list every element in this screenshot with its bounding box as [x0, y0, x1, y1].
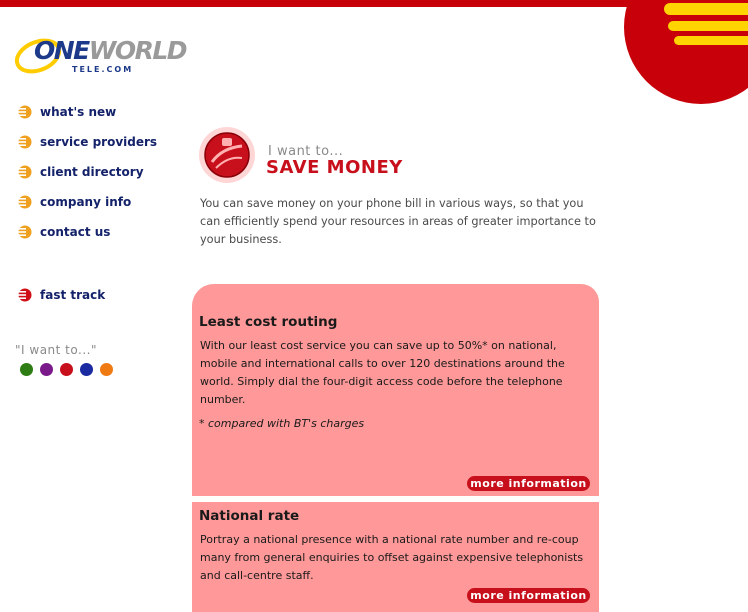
color-dot-orange[interactable]	[100, 363, 113, 376]
orange-ball-icon	[18, 135, 32, 149]
more-information-button[interactable]: more information	[467, 476, 590, 491]
nav-label: client directory	[40, 165, 144, 179]
i-want-to-heading: I want to...	[268, 144, 344, 159]
nav-label: company info	[40, 195, 132, 209]
i-want-to-label: "I want to..."	[15, 343, 97, 357]
panel-title: National rate	[199, 508, 300, 524]
page-title: SAVE MONEY	[266, 157, 403, 178]
sun-graphic	[624, 0, 748, 104]
red-ball-icon	[18, 288, 32, 302]
panel-title: Least cost routing	[199, 314, 338, 330]
panel-footnote: * compared with BT's charges	[199, 417, 365, 430]
orange-ball-icon	[18, 105, 32, 119]
nav-label: contact us	[40, 225, 111, 239]
panel-body: With our least cost service you can save up to 50%* on national, mobile and international calls to over 120 destinations around the world. Simply dial the four-digit access code before the telephone number.	[200, 339, 565, 406]
save-money-icon	[198, 126, 256, 184]
logo-one: ONE	[34, 36, 89, 65]
logo-world: WORLD	[88, 36, 187, 65]
intro-text: You can save money on your phone bill in various ways, so that you can efficiently spend your resources in areas of greater importance to your business.	[200, 197, 596, 246]
orange-ball-icon	[18, 195, 32, 209]
nav-label: fast track	[40, 288, 106, 302]
panel-least-cost-routing	[192, 284, 599, 496]
more-information-button[interactable]: more information	[467, 588, 590, 603]
color-dot-green[interactable]	[20, 363, 33, 376]
logo-tagline: TELE.COM	[72, 65, 134, 74]
logo-wordmark	[34, 38, 186, 63]
orange-ball-icon	[18, 165, 32, 179]
panel-body: Portray a national presence with a national rate number and re-coup many from general enquiries to offset against expensive telephonists and call-centre staff.	[200, 533, 584, 582]
color-dot-blue[interactable]	[80, 363, 93, 376]
panel-national-rate	[192, 502, 599, 612]
oneworld-logo[interactable]	[14, 28, 187, 80]
color-dot-purple[interactable]	[40, 363, 53, 376]
nav-label: service providers	[40, 135, 158, 149]
color-dot-red[interactable]	[60, 363, 73, 376]
nav-label: what's new	[40, 105, 117, 119]
orange-ball-icon	[18, 225, 32, 239]
